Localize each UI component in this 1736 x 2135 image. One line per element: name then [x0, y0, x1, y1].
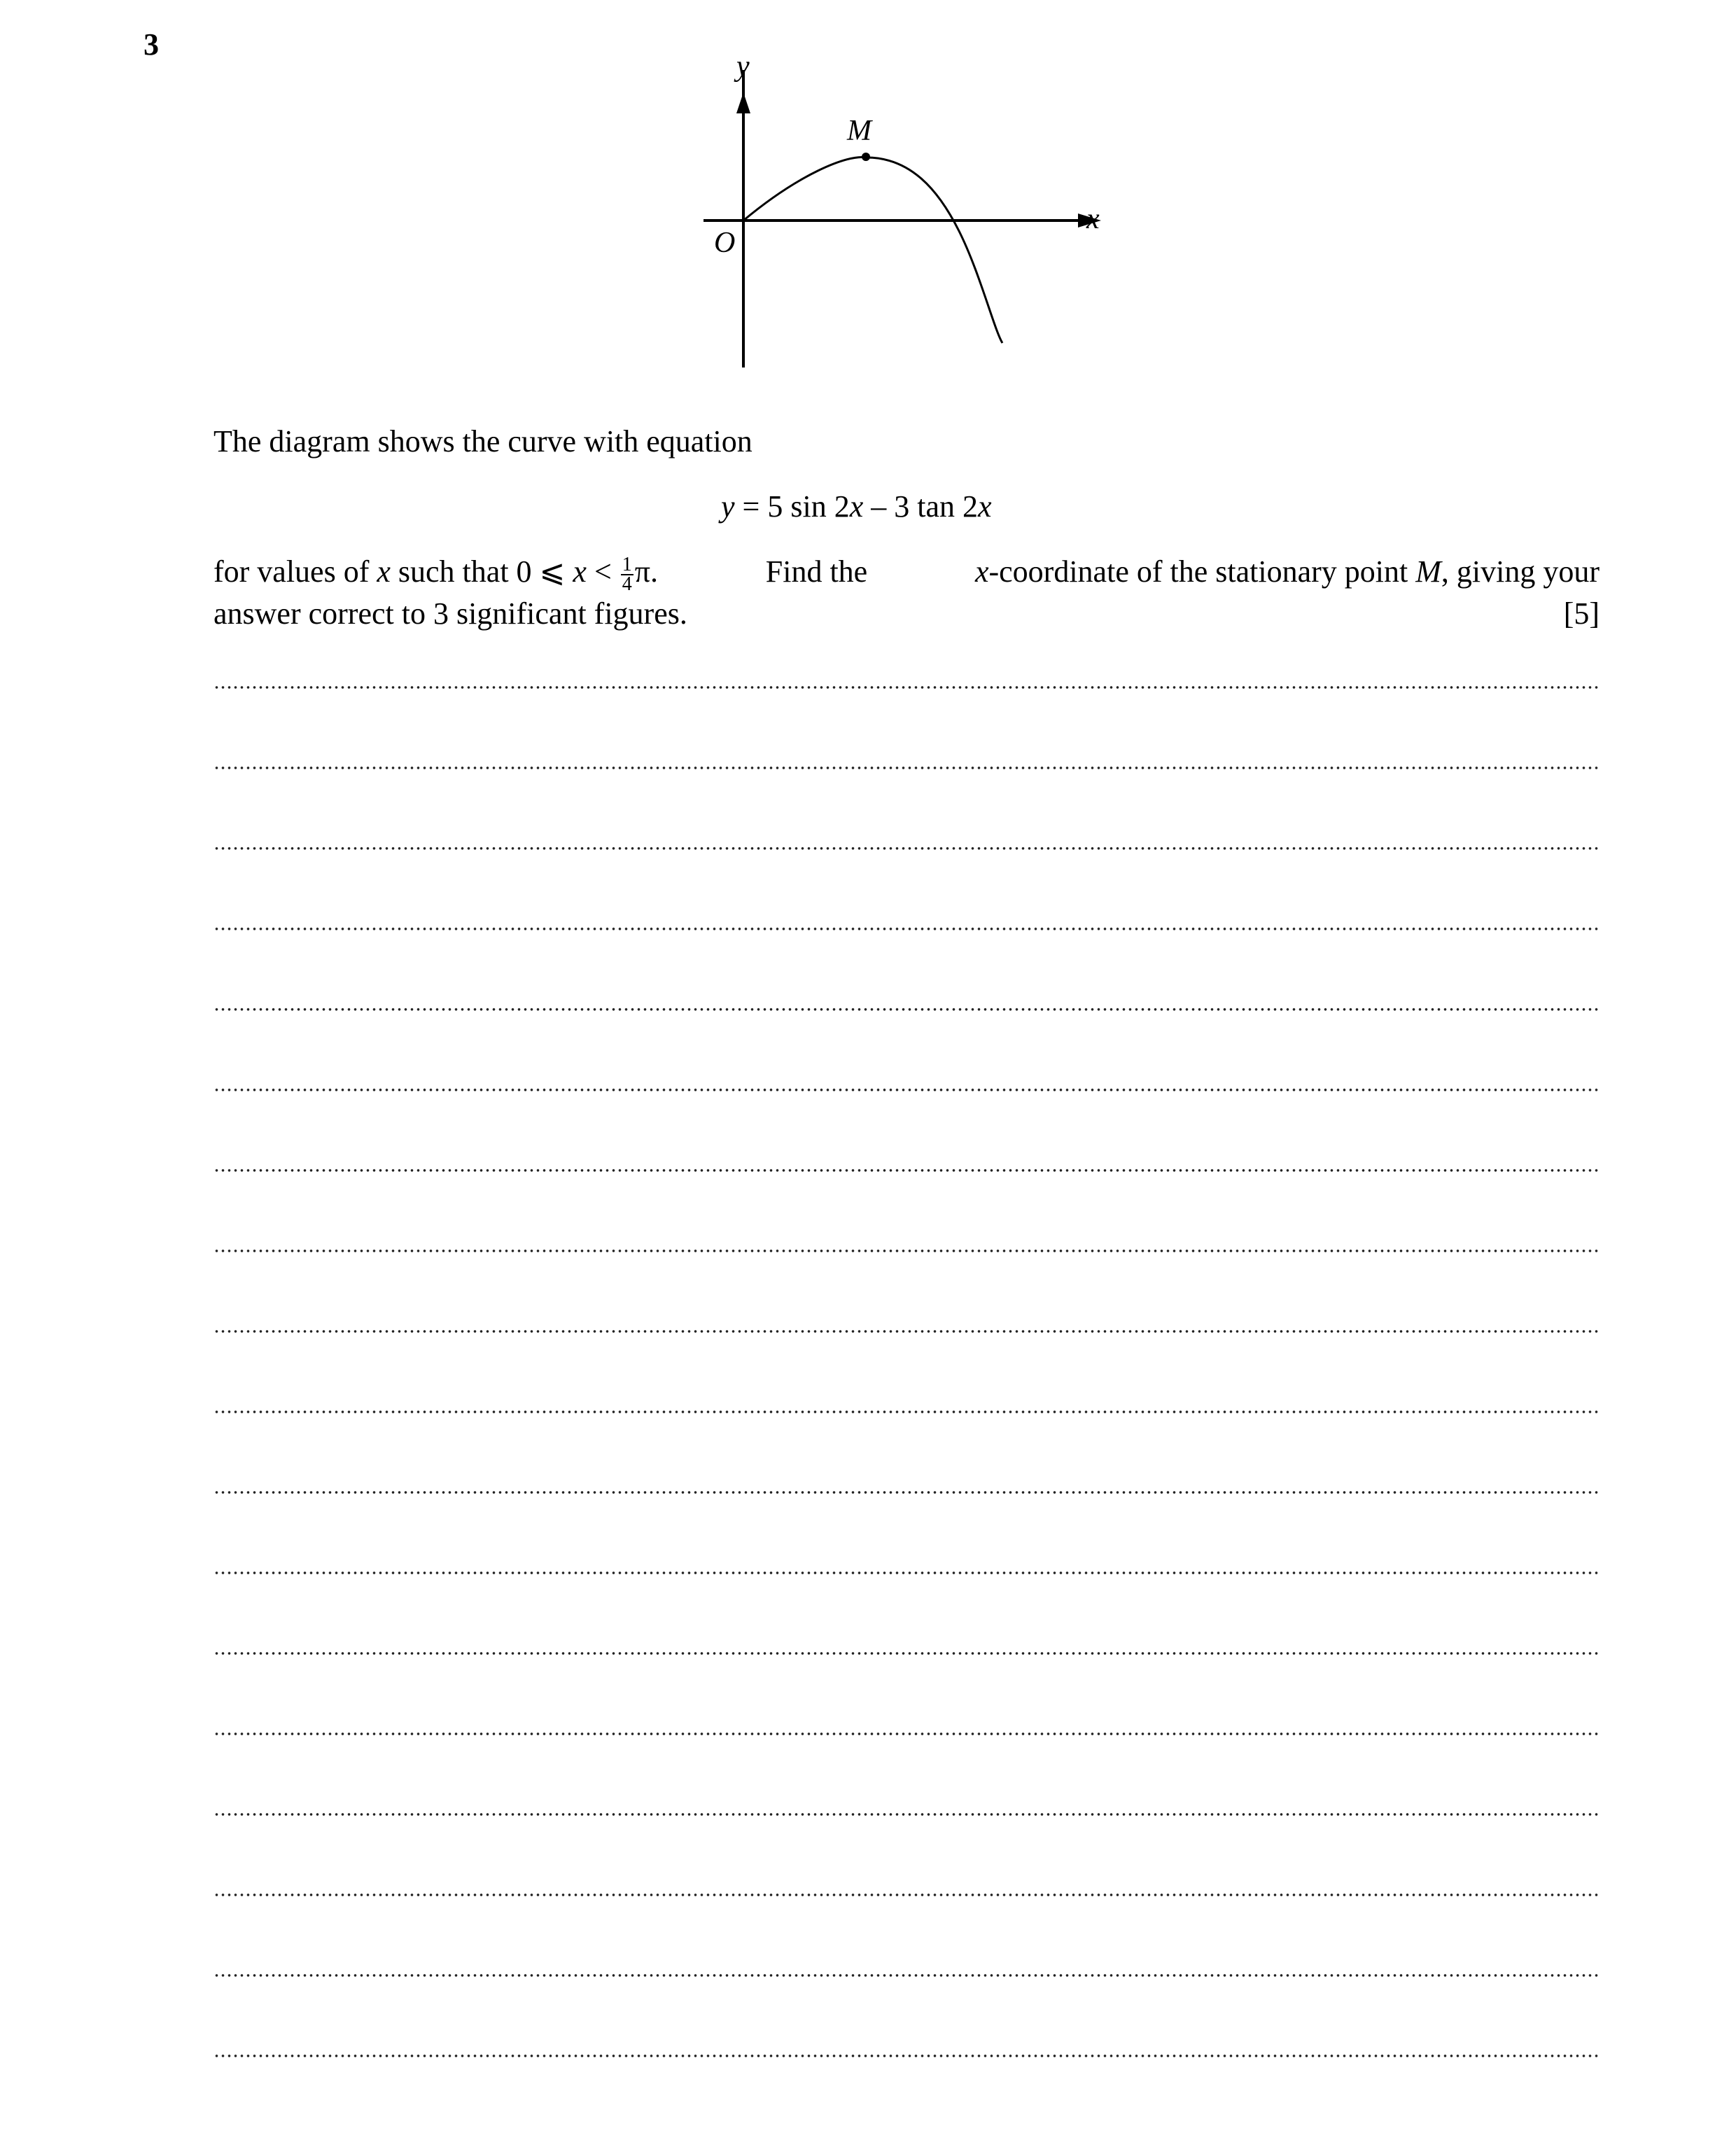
answer-line[interactable] [214, 1169, 1600, 1172]
eq-x1: x [849, 489, 864, 524]
answer-line[interactable] [214, 1491, 1600, 1494]
eq-x2: x [978, 489, 992, 524]
origin-label: O [714, 227, 736, 259]
eq-part2: – 3 tan 2 [863, 489, 978, 524]
answer-line[interactable] [214, 1893, 1600, 1896]
answer-area[interactable] [214, 686, 1600, 2135]
eq-part1: = 5 sin 2 [734, 489, 850, 524]
y-axis-arrowhead [736, 92, 750, 113]
answer-line[interactable] [214, 1250, 1600, 1252]
answer-line[interactable] [214, 1008, 1600, 1011]
question-line-1 [214, 552, 1600, 594]
answer-line[interactable] [214, 1330, 1600, 1333]
marks-badge: [5] [1563, 596, 1600, 631]
seg-coord: x-coordinate of the stationary point M, giving your [974, 554, 1600, 589]
answer-line[interactable] [214, 847, 1600, 850]
stationary-point-marker [862, 153, 870, 161]
answer-line[interactable] [214, 1732, 1600, 1735]
question-text [214, 552, 1600, 634]
answer-line[interactable] [214, 2054, 1600, 2057]
y-axis-label: y [736, 50, 750, 83]
answer-line[interactable] [214, 686, 1600, 689]
answer-line[interactable] [214, 1572, 1600, 1574]
seg-find: Find the [765, 554, 868, 589]
curve-equation [721, 489, 992, 524]
eq-y: y [721, 489, 735, 524]
answer-line[interactable] [214, 1974, 1600, 1977]
question-line-2-text: answer correct to 3 significant figures. [214, 596, 687, 631]
x-axis-label: x [1086, 203, 1100, 235]
curve-diagram [686, 49, 1120, 378]
answer-line[interactable] [214, 1652, 1600, 1655]
question-line-2 [214, 594, 1600, 634]
curve [743, 157, 1002, 343]
answer-line[interactable] [214, 1813, 1600, 1816]
question-intro: The diagram shows the curve with equation [214, 424, 752, 458]
point-m-label: M [847, 115, 872, 147]
answer-line[interactable] [214, 927, 1600, 930]
answer-line[interactable] [214, 1410, 1600, 1413]
fraction-one-quarter: $\frac{1}{4}$ [622, 553, 632, 595]
answer-line[interactable] [214, 1088, 1600, 1091]
question-number: 3 [144, 27, 159, 62]
answer-line[interactable] [214, 766, 1600, 769]
seg-for: for values of x such that 0 ⩽ x < $\frac{1}{4}$ π. [214, 553, 658, 595]
